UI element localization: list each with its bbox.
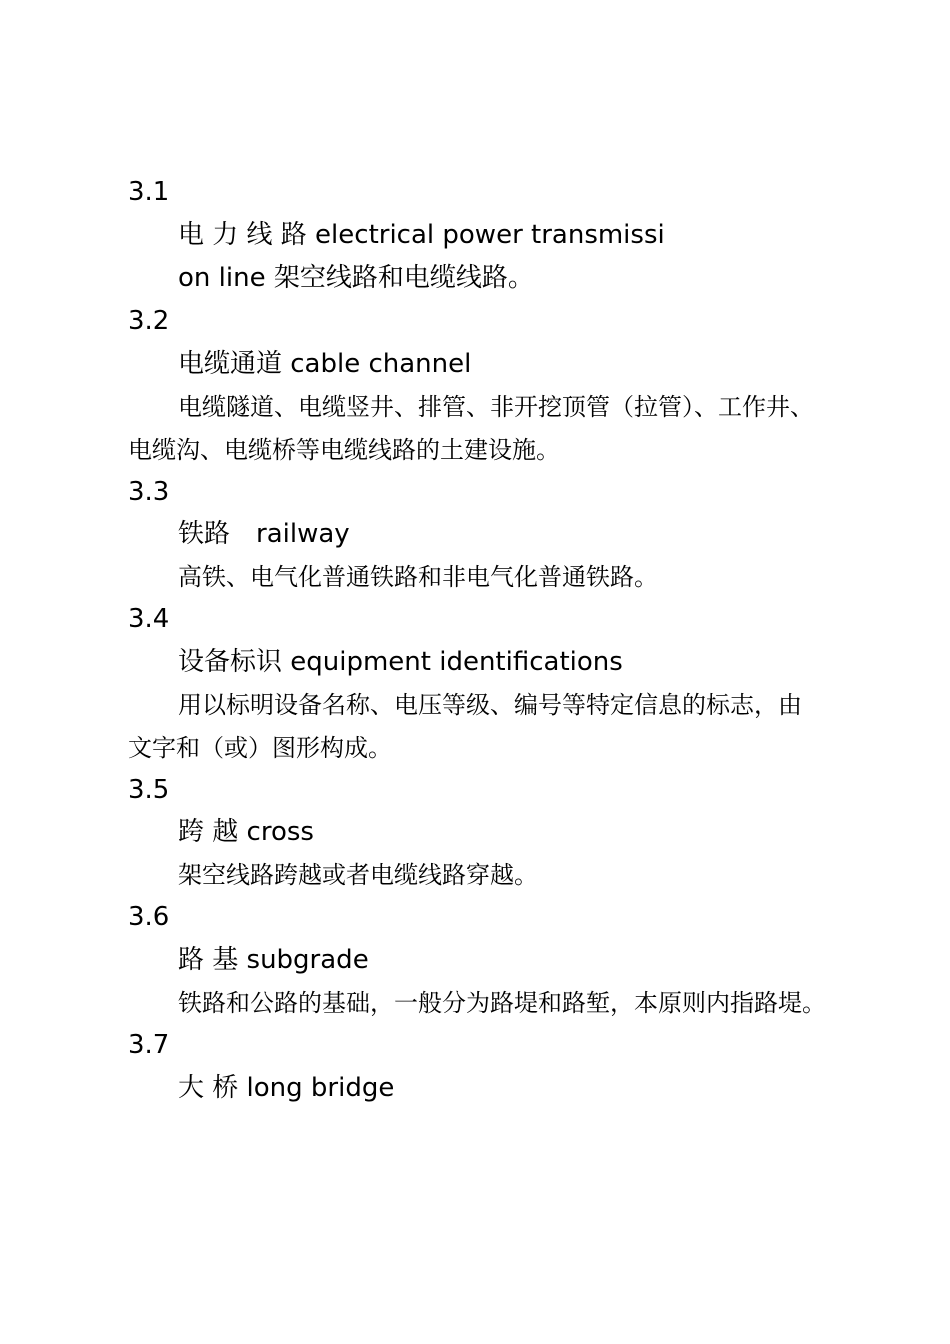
definition-3-2-line-1: 电缆隧道、电缆竖井、排管、非开挖顶管（拉管）、工作井、 bbox=[178, 393, 814, 421]
term-3-1-line-2: on line 架空线路和电缆线路。 bbox=[178, 263, 534, 293]
section-number-3-3: 3.3 bbox=[128, 477, 170, 507]
term-3-6: 路 基 subgrade bbox=[178, 945, 369, 975]
section-number-3-7: 3.7 bbox=[128, 1030, 170, 1060]
term-3-2: 电缆通道 cable channel bbox=[178, 349, 472, 379]
definition-3-4-line-2: 文字和（或）图形构成。 bbox=[128, 734, 392, 762]
section-number-3-4: 3.4 bbox=[128, 604, 170, 634]
section-number-3-2: 3.2 bbox=[128, 306, 170, 336]
definition-3-4-line-1: 用以标明设备名称、电压等级、编号等特定信息的标志，由 bbox=[178, 691, 802, 719]
term-3-5: 跨 越 cross bbox=[178, 817, 314, 847]
section-number-3-5: 3.5 bbox=[128, 775, 170, 805]
definition-3-6-line-1: 铁路和公路的基础，一般分为路堤和路堑，本原则内指路堤。 bbox=[178, 989, 826, 1017]
definition-3-2-line-2: 电缆沟、电缆桥等电缆线路的土建设施。 bbox=[128, 436, 560, 464]
section-number-3-1: 3.1 bbox=[128, 177, 170, 207]
term-3-4: 设备标识 equipment identifications bbox=[178, 647, 623, 677]
definition-3-5-line-1: 架空线路跨越或者电缆线路穿越。 bbox=[178, 861, 538, 889]
definition-3-3-line-1: 高铁、电气化普通铁路和非电气化普通铁路。 bbox=[178, 563, 658, 591]
term-3-7: 大 桥 long bridge bbox=[178, 1073, 395, 1103]
term-3-1-line-1: 电 力 线 路 electrical power transmissi bbox=[178, 220, 665, 250]
term-3-3: 铁路 railway bbox=[178, 519, 350, 549]
section-number-3-6: 3.6 bbox=[128, 902, 170, 932]
